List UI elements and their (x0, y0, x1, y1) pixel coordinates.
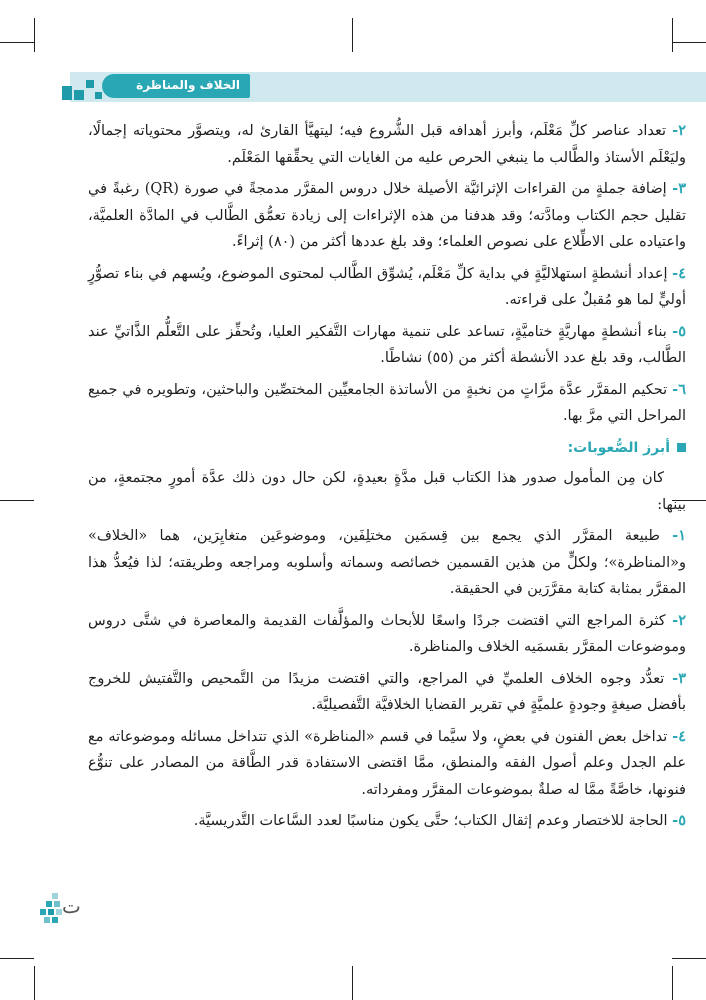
crop-mark (672, 958, 706, 959)
page-body (88, 118, 686, 840)
list-item (88, 261, 686, 314)
item-text: إضافة جملةٍ من القراءات الإثرائيَّة الأصيلة خلال دروس المقرَّر مدمجةً في صورة (QR) رغبةً في تقليل حجم الكتاب ومادَّته؛ وقد هدفنا من هذه الإثراءات إلى زيادة تعمُّق الطَّالب في المادَّة العلميَّة، واعتياده على الاطِّلاع على نصوص العلماء؛ وقد بلغ عددها أكثر من (٨٠) إثراءً. (88, 181, 686, 250)
item-text: إعداد أنشطةٍ استهلاليَّةٍ في بداية كلِّ مَعْلَم، يُشوِّق الطَّالب لمحتوى الموضوع، ويُسهم في بناء تصوُّرٍ أوليٍّ لما هو مُقبلٌ على قراءته. (88, 265, 686, 308)
item-text: تداخل بعض الفنون في بعضٍ، ولا سيَّما في قسم «المناظرة» الذي تتداخل مسائله وموضوعاته مع علم الجدل وعلم أصول الفقه والمنطق، ممَّا اقتضى الاستفادة قدر الطَّاقة من المصادر على تنوُّع فنونها، خاصَّةً ممَّا له صلةٌ بموضوعات المقرَّر ومفرداته. (88, 728, 686, 798)
list-item (88, 808, 686, 835)
decorative-squares-icon (62, 76, 102, 102)
item-number: ٥- (672, 322, 686, 340)
list-item (88, 176, 686, 256)
section-heading (88, 435, 686, 462)
item-number: ٢- (672, 611, 686, 629)
square-bullet-icon (677, 443, 686, 452)
item-number: ٤- (672, 727, 686, 745)
item-text: تحكيم المقرَّر عدَّة مرَّاتٍ من نخبةٍ من الأساتذة الجامعيِّين المختصِّين والباحثين، وتطويره في جميع المراحل التي مرَّ بها. (88, 381, 686, 424)
list-item (88, 377, 686, 430)
intro-paragraph: كان مِن المأمول صدور هذا الكتاب قبل مدَّةٍ بعيدةٍ، لكن حال دون ذلك عدَّة أمورٍ مجتمعةٍ، من بينها: (88, 470, 686, 513)
crop-mark (34, 966, 35, 1000)
item-number: ٦- (672, 380, 686, 398)
item-text: كثرة المراجع التي اقتضت جردًا واسعًا للأبحاث والمؤلَّفات القديمة والمعاصرة في شتَّى دروس وموضوعات المقرَّر بقسمَيه الخلاف والمناظرة. (88, 612, 686, 655)
item-text: تعدُّد وجوه الخلاف العلميِّ في المراجع، والتي اقتضت مزيدًا من التَّمحيص والتَّفتيش للخروج بأفضل صيغةٍ وجودةٍ علميَّةٍ في تقرير القضايا الخلافيَّة التَّفصيليَّة. (88, 670, 686, 713)
item-number: ٣- (672, 669, 686, 687)
crop-mark (352, 18, 353, 52)
crop-mark (0, 958, 34, 959)
item-number: ٤- (672, 264, 686, 282)
list-item (88, 319, 686, 372)
list-item (88, 523, 686, 603)
item-text: تعداد عناصر كلِّ مَعْلَم، وأبرز أهدافه قبل الشُّروع فيه؛ ليتهيَّأ القارئ له، ويتصوَّر محتوياته إجمالًا، وليَعْلَم الأستاذ والطَّالب ما ينبغي الحرص عليه من الغايات التي يحقِّقها المَعْلَم. (88, 123, 686, 166)
crop-mark (672, 966, 673, 1000)
item-text: طبيعة المقرَّر الذي يجمع بين قِسمَين مختلِفَين، وموضوعَين متغايِرَين، هما «الخلاف» و«المناظرة»؛ ولكلٍّ من هذين القسمين خصائصه وسماته وأسلوبه ومراجعه وطريقته؛ لذا فيُعدُّ هذا المقرَّر بمثابة كتابة مقرَّرَين في الحقيقة. (88, 528, 686, 597)
list-item (88, 724, 686, 804)
item-number: ١- (672, 527, 686, 544)
running-header-title: الخلاف والمناظرة (136, 78, 240, 92)
section-heading-text: أبرز الصُّعوبات: (567, 439, 670, 456)
list-item (88, 118, 686, 171)
crop-mark (672, 18, 673, 52)
crop-mark (0, 500, 34, 501)
crop-mark (672, 42, 706, 43)
item-number: ٥- (672, 812, 686, 829)
item-number: ٣- (672, 180, 686, 197)
crop-mark (34, 18, 35, 52)
list-item (88, 666, 686, 719)
item-text: الحاجة للاختصار وعدم إثقال الكتاب؛ حتَّى يكون مناسبًا لعدد السَّاعات التَّدريسيَّة. (193, 813, 673, 829)
list-item (88, 608, 686, 661)
item-number: ٢- (672, 122, 686, 139)
item-text: بناء أنشطةٍ مهاريَّةٍ ختاميَّةٍ، تساعد على تنمية مهارات التَّفكير العليا، وتُحفِّز على التَّعلُّم الذَّاتيِّ عند الطَّالب، وقد بلغ عدد الأنشطة أكثر من (٥٥) نشاطًا. (88, 323, 686, 366)
page-number: ت (62, 894, 81, 918)
crop-mark (0, 42, 34, 43)
crop-mark (352, 966, 353, 1000)
